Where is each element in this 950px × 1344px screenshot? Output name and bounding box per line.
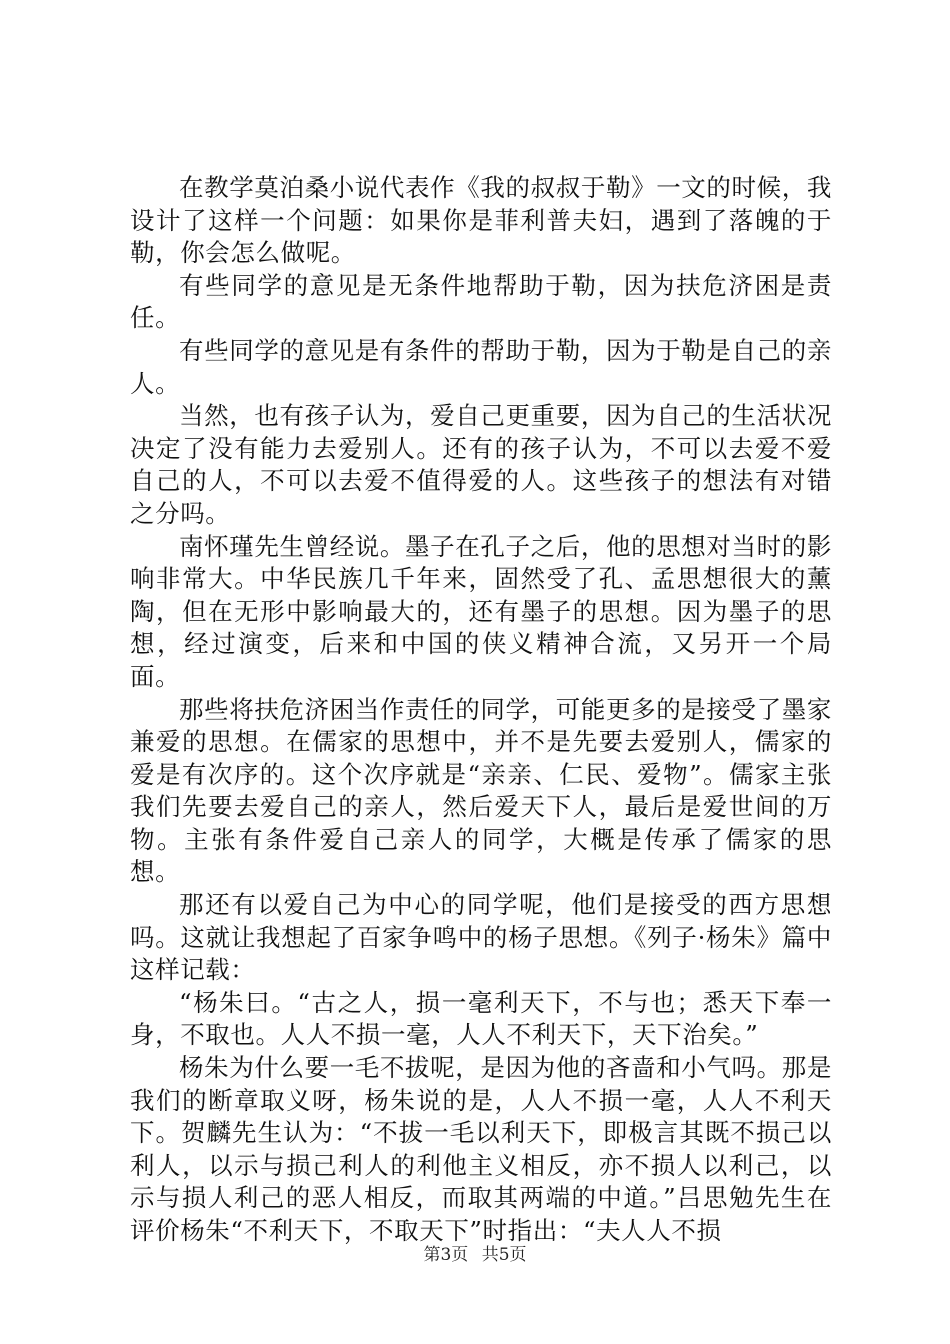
paragraph-5: 南怀瑾先生曾经说。墨子在孔子之后，他的思想对当时的影响非常大。中华民族几千年来，固然受了孔、孟思想很大的薰陶，但在无形中影响最大的，还有墨子的思想。因为墨子的思想，经过演变，后来和中国的侠义精神合流，又另开一个局面。: [130, 531, 832, 691]
paragraph-9: 杨朱为什么要一毛不拔呢，是因为他的吝啬和小气吗。那是我们的断章取义呀，杨朱说的是，人人不损一毫，人人不利天下。贺麟先生认为：“不拔一毛以利天下，即极言其既不损己以利人，以示与损己利人的利他主义相反，亦不损人以利己，以示与损人利己的恶人相反，而取其两端的中道。”吕思勉先生在评价杨朱“不利天下，不取天下”时指出：“夫人人不损: [130, 1053, 832, 1245]
document-body: [130, 172, 832, 1248]
paragraph-7: 那还有以爱自己为中心的同学呢，他们是接受的西方思想吗。这就让我想起了百家争鸣中的杨子思想。《列子·杨朱》篇中这样记载：: [130, 890, 832, 985]
page-footer: [0, 1244, 950, 1266]
paragraph-8-quote: “杨朱曰。“古之人，损一毫利天下，不与也；悉天下奉一身，不取也。人人不损一毫，人人不利天下，天下治矣。”: [130, 987, 832, 1050]
paragraph-4: 当然，也有孩子认为，爱自己更重要，因为自己的生活状况决定了没有能力去爱别人。还有的孩子认为，不可以去爱不爱自己的人，不可以去爱不值得爱的人。这些孩子的想法有对错之分吗。: [130, 401, 832, 528]
paragraph-6: 那些将扶危济困当作责任的同学，可能更多的是接受了墨家兼爱的思想。在儒家的思想中，并不是先要去爱别人，儒家的爱是有次序的。这个次序就是“亲亲、仁民、爱物”。儒家主张我们先要去爱自己的亲人，然后爱天下人，最后是爱世间的万物。主张有条件爱自己亲人的同学，大概是传承了儒家的思想。: [130, 694, 832, 887]
paragraph-2: 有些同学的意见是无条件地帮助于勒，因为扶危济困是责任。: [130, 270, 832, 333]
page-number-total: 共5页: [481, 1245, 527, 1265]
paragraph-3: 有些同学的意见是有条件的帮助于勒，因为于勒是自己的亲人。: [130, 335, 832, 398]
page-number-current: 第3页: [423, 1245, 469, 1265]
paragraph-1: 在教学莫泊桑小说代表作《我的叔叔于勒》一文的时候，我设计了这样一个问题：如果你是菲利普夫妇，遇到了落魄的于勒，你会怎么做呢。: [130, 173, 832, 268]
